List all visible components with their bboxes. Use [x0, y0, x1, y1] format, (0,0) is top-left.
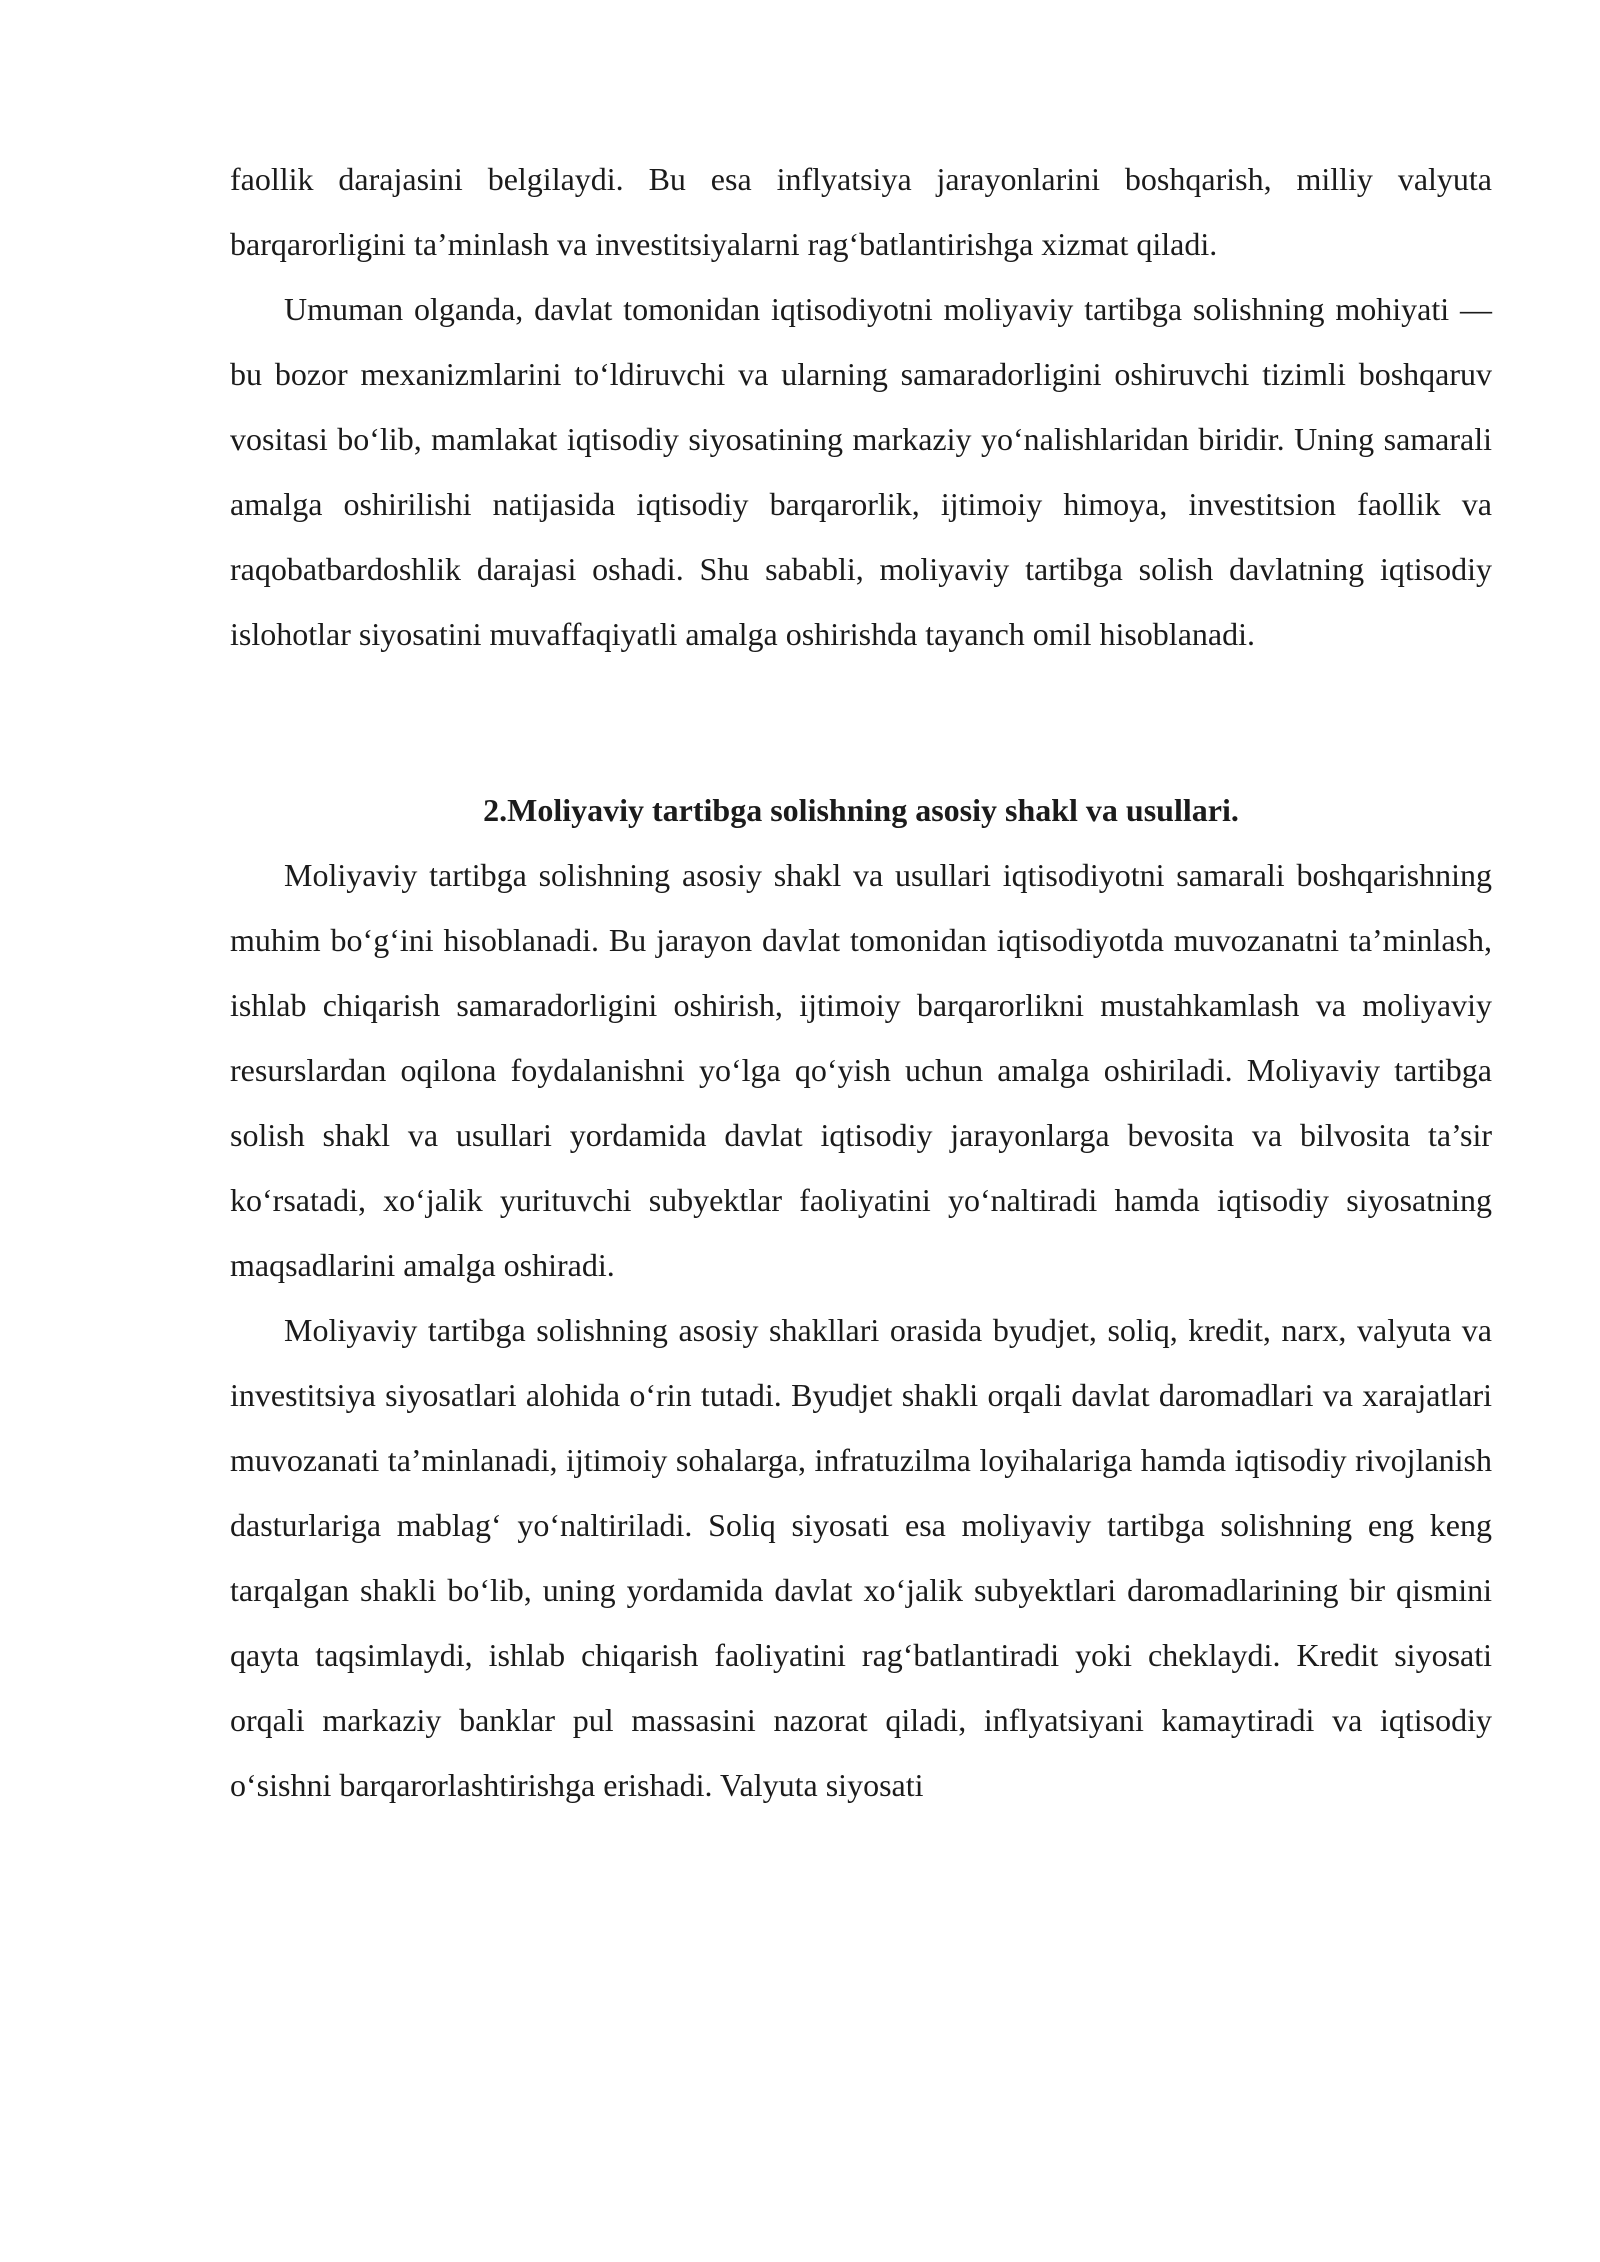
page-body — [230, 147, 1492, 1818]
section-heading: 2.Moliyaviy tartibga solishning asosiy shakl va usullari. — [483, 792, 1239, 828]
paragraph-section-forms: Moliyaviy tartibga solishning asosiy shakllari orasida byudjet, soliq, kredit, narx, valyuta va investitsiya siyosatlari alohida o‘rin tutadi. Byudjet shakli orqali davlat daromadlari va xarajatlari muvozanati ta’minlanadi, ijtimoiy sohalarga, infratuzilma loyihalariga hamda iqtisodiy rivojlanish dasturlariga mablag‘ yo‘naltiriladi. Soliq siyosati esa moliyaviy tartibga solishning eng keng tarqalgan shakli bo‘lib, uning yordamida davlat xo‘jalik subyektlari daromadlarining bir qismini qayta taqsimlaydi, ishlab chiqarish faoliyatini rag‘batlantiradi yoki cheklaydi. Kredit siyosati orqali markaziy banklar pul massasini nazorat qiladi, inflyatsiyani kamaytiradi va iqtisodiy o‘sishni barqarorlashtirishga erishadi. Valyuta siyosati — [230, 1312, 1492, 1803]
paragraph-summary: Umuman olganda, davlat tomonidan iqtisodiyotni moliyaviy tartibga solishning mohiyati — bu bozor mexanizmlarini to‘ldiruvchi va ularning samaradorligini oshiruvchi tizimli boshqaruv vositasi bo‘lib, mamlakat iqtisodiy siyosatining markaziy yo‘nalishlaridan biridir. Uning samarali amalga oshirilishi natijasida iqtisodiy barqarorlik, ijtimoiy himoya, investitsion faollik va raqobatbardoshlik darajasi oshadi. Shu sababli, moliyaviy tartibga solish davlatning iqtisodiy islohotlar siyosatini muvaffaqiyatli amalga oshirishda tayanch omil hisoblanadi. — [230, 291, 1492, 652]
paragraph-section-intro: Moliyaviy tartibga solishning asosiy shakl va usullari iqtisodiyotni samarali boshqarishning muhim bo‘g‘ini hisoblanadi. Bu jarayon davlat tomonidan iqtisodiyotda muvozanatni ta’minlash, ishlab chiqarish samaradorligini oshirish, ijtimoiy barqarorlikni mustahkamlash va moliyaviy resurslardan oqilona foydalanishni yo‘lga qo‘yish uchun amalga oshiriladi. Moliyaviy tartibga solish shakl va usullari yordamida davlat iqtisodiy jarayonlarga bevosita va bilvosita ta’sir ko‘rsatadi, xo‘jalik yurituvchi subyektlar faoliyatini yo‘naltiradi hamda iqtisodiy siyosatning maqsadlarini amalga oshiradi. — [230, 857, 1492, 1283]
paragraph-continuation: faollik darajasini belgilaydi. Bu esa inflyatsiya jarayonlarini boshqarish, milliy valyuta barqarorligini ta’minlash va investitsiyalarni rag‘batlantirishga xizmat qiladi. — [230, 161, 1492, 262]
